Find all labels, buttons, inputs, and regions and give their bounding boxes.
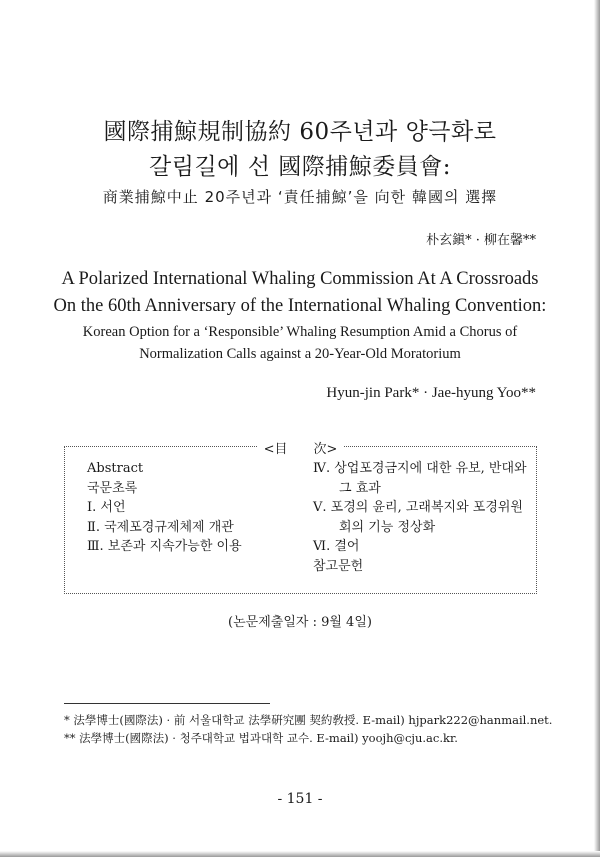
english-authors: Hyun-jin Park* · Jae-hyung Yoo** — [326, 385, 536, 401]
toc-item: Ⅴ. 포경의 윤리, 고래복지와 포경위원 — [313, 500, 523, 515]
toc-item: Ⅵ. 결어 — [313, 539, 360, 554]
toc-item: Ⅰ. 서언 — [87, 500, 126, 515]
korean-subtitle: 商業捕鯨中止 20주년과 ‘責任捕鯨’을 向한 韓國의 選擇 — [102, 188, 498, 206]
toc-item-continuation: 그 효과 — [339, 480, 381, 496]
toc-item: 참고문헌 — [313, 558, 364, 574]
toc-item: Ⅳ. 상업포경금지에 대한 유보, 반대와 — [313, 461, 527, 476]
footnote-1: * 法學博士(國際法) · 前 서울대학교 法學硏究團 契約敎授. E-mail) hjpark222@hanmail.net. — [64, 713, 553, 727]
footnote-2: ** 法學博士(國際法) · 청주대학교 법과대학 교수. E-mail) yoojh@cju.ac.kr. — [64, 731, 458, 745]
toc-right-column — [313, 459, 531, 576]
page-edge-shadow — [594, 0, 600, 857]
submission-date: (논문제출일자 : 9월 4일) — [228, 615, 372, 630]
korean-title-line-1: 國際捕鯨規制協約 60주년과 양극화로 — [103, 119, 497, 145]
toc-item: Abstract — [87, 461, 144, 476]
table-of-contents — [64, 442, 537, 594]
english-subtitle-line-2: Normalization Calls against a 20-Year-Old Moratorium — [139, 346, 461, 362]
toc-left-column — [87, 459, 242, 557]
toc-item: 국문초록 — [87, 480, 138, 496]
toc-heading: <目 次> — [65, 438, 536, 457]
korean-title-line-2: 갈림길에 선 國際捕鯨委員會: — [149, 154, 451, 180]
toc-item: Ⅲ. 보존과 지속가능한 이용 — [87, 539, 242, 554]
page-edge-shadow-bottom — [0, 851, 600, 857]
korean-authors: 朴玄鎭* · 柳在馨** — [426, 233, 536, 248]
footnote-divider — [64, 703, 270, 704]
toc-item-continuation: 회의 기능 정상화 — [339, 519, 436, 535]
english-title-line-2: On the 60th Anniversary of the International Whaling Convention: — [53, 296, 547, 316]
english-subtitle-line-1: Korean Option for a ‘Responsible’ Whaling Resumption Amid a Chorus of — [82, 324, 518, 340]
english-title-line-1: A Polarized International Whaling Commission At A Crossroads — [61, 269, 539, 289]
toc-item: Ⅱ. 국제포경규제체제 개관 — [87, 519, 234, 535]
page-number: - 151 - — [277, 791, 323, 807]
